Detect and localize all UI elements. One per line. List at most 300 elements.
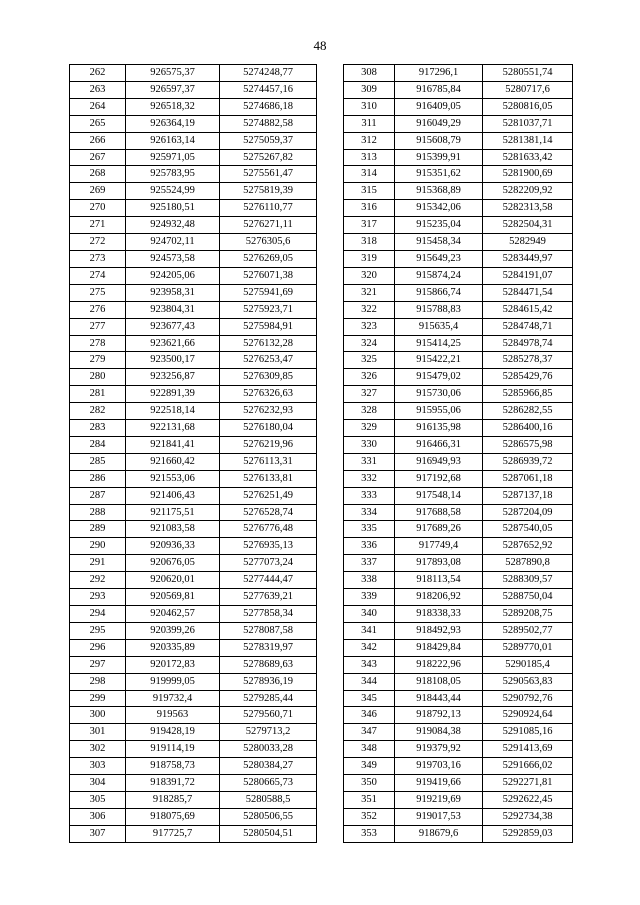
- point-number-cell: 273: [70, 250, 126, 267]
- y-coordinate-cell: 5276776,48: [220, 521, 317, 538]
- point-number-cell: 353: [344, 825, 395, 842]
- x-coordinate-cell: 916785,84: [395, 81, 483, 98]
- table-row: [70, 166, 317, 183]
- y-coordinate-cell: 5285966,85: [483, 386, 573, 403]
- table-row: [344, 707, 573, 724]
- point-number-cell: 303: [70, 758, 126, 775]
- x-coordinate-cell: 915788,83: [395, 301, 483, 318]
- table-row: [70, 352, 317, 369]
- y-coordinate-cell: 5284978,74: [483, 335, 573, 352]
- point-number-cell: 340: [344, 606, 395, 623]
- point-number-cell: 290: [70, 538, 126, 555]
- x-coordinate-cell: 915874,24: [395, 267, 483, 284]
- y-coordinate-cell: 5276132,28: [220, 335, 317, 352]
- point-number-cell: 331: [344, 453, 395, 470]
- y-coordinate-cell: 5276309,85: [220, 369, 317, 386]
- table-row: [70, 589, 317, 606]
- y-coordinate-cell: 5286400,16: [483, 420, 573, 437]
- x-coordinate-cell: 924205,06: [126, 267, 220, 284]
- point-number-cell: 269: [70, 183, 126, 200]
- table-row: [70, 791, 317, 808]
- x-coordinate-cell: 918222,96: [395, 656, 483, 673]
- y-coordinate-cell: 5287652,92: [483, 538, 573, 555]
- table-row: [70, 825, 317, 842]
- y-coordinate-cell: 5287061,18: [483, 470, 573, 487]
- point-number-cell: 312: [344, 132, 395, 149]
- x-coordinate-cell: 921553,06: [126, 470, 220, 487]
- x-coordinate-cell: 917688,58: [395, 504, 483, 521]
- y-coordinate-cell: 5280816,05: [483, 98, 573, 115]
- point-number-cell: 314: [344, 166, 395, 183]
- y-coordinate-cell: 5292859,03: [483, 825, 573, 842]
- table-row: [344, 504, 573, 521]
- table-row: [70, 284, 317, 301]
- y-coordinate-cell: 5276305,6: [220, 234, 317, 251]
- x-coordinate-cell: 915635,4: [395, 318, 483, 335]
- y-coordinate-cell: 5275059,37: [220, 132, 317, 149]
- x-coordinate-cell: 923677,43: [126, 318, 220, 335]
- y-coordinate-cell: 5275819,39: [220, 183, 317, 200]
- table-row: [344, 622, 573, 639]
- x-coordinate-cell: 924573,58: [126, 250, 220, 267]
- y-coordinate-cell: 5278319,97: [220, 639, 317, 656]
- point-number-cell: 338: [344, 572, 395, 589]
- table-row: [70, 808, 317, 825]
- point-number-cell: 351: [344, 791, 395, 808]
- y-coordinate-cell: 5287204,09: [483, 504, 573, 521]
- table-row: [344, 369, 573, 386]
- x-coordinate-cell: 918391,72: [126, 775, 220, 792]
- x-coordinate-cell: 926518,32: [126, 98, 220, 115]
- point-number-cell: 280: [70, 369, 126, 386]
- table-row: [70, 521, 317, 538]
- point-number-cell: 271: [70, 217, 126, 234]
- x-coordinate-cell: 917548,14: [395, 487, 483, 504]
- y-coordinate-cell: 5280551,74: [483, 65, 573, 82]
- x-coordinate-cell: 917893,08: [395, 555, 483, 572]
- x-coordinate-cell: 918443,44: [395, 690, 483, 707]
- x-coordinate-cell: 919084,38: [395, 724, 483, 741]
- x-coordinate-cell: 926163,14: [126, 132, 220, 149]
- point-number-cell: 346: [344, 707, 395, 724]
- y-coordinate-cell: 5276253,47: [220, 352, 317, 369]
- table-row: [70, 369, 317, 386]
- y-coordinate-cell: 5276326,63: [220, 386, 317, 403]
- table-row: [70, 234, 317, 251]
- point-number-cell: 348: [344, 741, 395, 758]
- x-coordinate-cell: 917749,4: [395, 538, 483, 555]
- point-number-cell: 323: [344, 318, 395, 335]
- x-coordinate-cell: 920399,26: [126, 622, 220, 639]
- x-coordinate-cell: 918206,92: [395, 589, 483, 606]
- point-number-cell: 266: [70, 132, 126, 149]
- point-number-cell: 304: [70, 775, 126, 792]
- x-coordinate-cell: 919419,66: [395, 775, 483, 792]
- point-number-cell: 317: [344, 217, 395, 234]
- y-coordinate-cell: 5274248,77: [220, 65, 317, 82]
- point-number-cell: 275: [70, 284, 126, 301]
- y-coordinate-cell: 5276113,31: [220, 453, 317, 470]
- x-coordinate-cell: 919114,19: [126, 741, 220, 758]
- point-number-cell: 283: [70, 420, 126, 437]
- x-coordinate-cell: 920936,33: [126, 538, 220, 555]
- table-row: [344, 403, 573, 420]
- table-row: [70, 606, 317, 623]
- x-coordinate-cell: 915866,74: [395, 284, 483, 301]
- x-coordinate-cell: 920620,01: [126, 572, 220, 589]
- x-coordinate-cell: 916049,29: [395, 115, 483, 132]
- point-number-cell: 296: [70, 639, 126, 656]
- point-number-cell: 320: [344, 267, 395, 284]
- table-row: [344, 284, 573, 301]
- table-row: [70, 673, 317, 690]
- table-row: [344, 217, 573, 234]
- point-number-cell: 316: [344, 200, 395, 217]
- point-number-cell: 343: [344, 656, 395, 673]
- x-coordinate-cell: 915414,25: [395, 335, 483, 352]
- x-coordinate-cell: 919379,92: [395, 741, 483, 758]
- x-coordinate-cell: 926597,37: [126, 81, 220, 98]
- point-number-cell: 274: [70, 267, 126, 284]
- y-coordinate-cell: 5280504,51: [220, 825, 317, 842]
- y-coordinate-cell: 5275984,91: [220, 318, 317, 335]
- point-number-cell: 262: [70, 65, 126, 82]
- x-coordinate-cell: 915399,91: [395, 149, 483, 166]
- point-number-cell: 321: [344, 284, 395, 301]
- table-row: [344, 470, 573, 487]
- point-number-cell: 315: [344, 183, 395, 200]
- point-number-cell: 291: [70, 555, 126, 572]
- x-coordinate-cell: 925180,51: [126, 200, 220, 217]
- y-coordinate-cell: 5281633,42: [483, 149, 573, 166]
- x-coordinate-cell: 917192,68: [395, 470, 483, 487]
- point-number-cell: 329: [344, 420, 395, 437]
- table-row: [344, 741, 573, 758]
- x-coordinate-cell: 915342,06: [395, 200, 483, 217]
- table-row: [70, 200, 317, 217]
- x-coordinate-cell: 915351,62: [395, 166, 483, 183]
- y-coordinate-cell: 5276110,77: [220, 200, 317, 217]
- point-number-cell: 324: [344, 335, 395, 352]
- table-row: [344, 386, 573, 403]
- table-row: [344, 775, 573, 792]
- x-coordinate-cell: 919428,19: [126, 724, 220, 741]
- table-row: [70, 301, 317, 318]
- point-number-cell: 307: [70, 825, 126, 842]
- table-row: [344, 335, 573, 352]
- table-row: [344, 149, 573, 166]
- point-number-cell: 305: [70, 791, 126, 808]
- y-coordinate-cell: 5287137,18: [483, 487, 573, 504]
- y-coordinate-cell: 5286282,55: [483, 403, 573, 420]
- y-coordinate-cell: 5276071,38: [220, 267, 317, 284]
- point-number-cell: 295: [70, 622, 126, 639]
- x-coordinate-cell: 921841,41: [126, 436, 220, 453]
- y-coordinate-cell: 5286939,72: [483, 453, 573, 470]
- point-number-cell: 345: [344, 690, 395, 707]
- table-row: [70, 504, 317, 521]
- y-coordinate-cell: 5290924,64: [483, 707, 573, 724]
- y-coordinate-cell: 5282209,92: [483, 183, 573, 200]
- coordinates-table-right: [343, 64, 573, 843]
- x-coordinate-cell: 915479,02: [395, 369, 483, 386]
- point-number-cell: 277: [70, 318, 126, 335]
- y-coordinate-cell: 5289208,75: [483, 606, 573, 623]
- table-row: [344, 250, 573, 267]
- x-coordinate-cell: 915955,06: [395, 403, 483, 420]
- y-coordinate-cell: 5281900,69: [483, 166, 573, 183]
- point-number-cell: 333: [344, 487, 395, 504]
- point-number-cell: 263: [70, 81, 126, 98]
- point-number-cell: 347: [344, 724, 395, 741]
- table-row: [344, 234, 573, 251]
- table-row: [70, 622, 317, 639]
- y-coordinate-cell: 5282313,58: [483, 200, 573, 217]
- point-number-cell: 326: [344, 369, 395, 386]
- x-coordinate-cell: 923256,87: [126, 369, 220, 386]
- point-number-cell: 306: [70, 808, 126, 825]
- y-coordinate-cell: 5281381,14: [483, 132, 573, 149]
- point-number-cell: 297: [70, 656, 126, 673]
- point-number-cell: 293: [70, 589, 126, 606]
- y-coordinate-cell: 5282504,31: [483, 217, 573, 234]
- y-coordinate-cell: 5280033,28: [220, 741, 317, 758]
- y-coordinate-cell: 5280665,73: [220, 775, 317, 792]
- table-row: [70, 98, 317, 115]
- point-number-cell: 288: [70, 504, 126, 521]
- point-number-cell: 336: [344, 538, 395, 555]
- table-row: [344, 183, 573, 200]
- point-number-cell: 352: [344, 808, 395, 825]
- table-row: [344, 656, 573, 673]
- table-row: [344, 200, 573, 217]
- x-coordinate-cell: 918113,54: [395, 572, 483, 589]
- table-row: [70, 487, 317, 504]
- point-number-cell: 308: [344, 65, 395, 82]
- x-coordinate-cell: 924932,48: [126, 217, 220, 234]
- point-number-cell: 300: [70, 707, 126, 724]
- table-row: [70, 572, 317, 589]
- point-number-cell: 319: [344, 250, 395, 267]
- table-row: [344, 724, 573, 741]
- table-row: [70, 724, 317, 741]
- x-coordinate-cell: 925783,95: [126, 166, 220, 183]
- y-coordinate-cell: 5278087,58: [220, 622, 317, 639]
- x-coordinate-cell: 918108,05: [395, 673, 483, 690]
- y-coordinate-cell: 5289502,77: [483, 622, 573, 639]
- y-coordinate-cell: 5276269,05: [220, 250, 317, 267]
- table-row: [344, 487, 573, 504]
- point-number-cell: 328: [344, 403, 395, 420]
- point-number-cell: 299: [70, 690, 126, 707]
- table-row: [70, 775, 317, 792]
- x-coordinate-cell: 926364,19: [126, 115, 220, 132]
- y-coordinate-cell: 5286575,98: [483, 436, 573, 453]
- point-number-cell: 265: [70, 115, 126, 132]
- table-row: [70, 555, 317, 572]
- y-coordinate-cell: 5277444,47: [220, 572, 317, 589]
- table-row: [344, 132, 573, 149]
- table-row: [70, 149, 317, 166]
- point-number-cell: 294: [70, 606, 126, 623]
- x-coordinate-cell: 915730,06: [395, 386, 483, 403]
- x-coordinate-cell: 922518,14: [126, 403, 220, 420]
- x-coordinate-cell: 915422,21: [395, 352, 483, 369]
- point-number-cell: 334: [344, 504, 395, 521]
- point-number-cell: 285: [70, 453, 126, 470]
- table-row: [344, 808, 573, 825]
- y-coordinate-cell: 5284191,07: [483, 267, 573, 284]
- y-coordinate-cell: 5292734,38: [483, 808, 573, 825]
- x-coordinate-cell: 915368,89: [395, 183, 483, 200]
- x-coordinate-cell: 921175,51: [126, 504, 220, 521]
- point-number-cell: 309: [344, 81, 395, 98]
- table-row: [70, 183, 317, 200]
- table-row: [344, 673, 573, 690]
- table-row: [70, 436, 317, 453]
- x-coordinate-cell: 918792,13: [395, 707, 483, 724]
- y-coordinate-cell: 5277858,34: [220, 606, 317, 623]
- table-row: [344, 538, 573, 555]
- point-number-cell: 313: [344, 149, 395, 166]
- y-coordinate-cell: 5276219,96: [220, 436, 317, 453]
- y-coordinate-cell: 5274457,16: [220, 81, 317, 98]
- y-coordinate-cell: 5284748,71: [483, 318, 573, 335]
- table-row: [70, 81, 317, 98]
- x-coordinate-cell: 920335,89: [126, 639, 220, 656]
- point-number-cell: 292: [70, 572, 126, 589]
- y-coordinate-cell: 5291085,16: [483, 724, 573, 741]
- point-number-cell: 279: [70, 352, 126, 369]
- table-row: [344, 639, 573, 656]
- coordinates-table-left: [69, 64, 317, 843]
- table-row: [344, 301, 573, 318]
- x-coordinate-cell: 918492,93: [395, 622, 483, 639]
- y-coordinate-cell: 5279713,2: [220, 724, 317, 741]
- table-row: [70, 318, 317, 335]
- point-number-cell: 327: [344, 386, 395, 403]
- point-number-cell: 270: [70, 200, 126, 217]
- x-coordinate-cell: 921083,58: [126, 521, 220, 538]
- table-row: [70, 267, 317, 284]
- y-coordinate-cell: 5280588,5: [220, 791, 317, 808]
- x-coordinate-cell: 919017,53: [395, 808, 483, 825]
- y-coordinate-cell: 5284615,42: [483, 301, 573, 318]
- point-number-cell: 337: [344, 555, 395, 572]
- x-coordinate-cell: 918075,69: [126, 808, 220, 825]
- point-number-cell: 302: [70, 741, 126, 758]
- x-coordinate-cell: 916135,98: [395, 420, 483, 437]
- table-row: [344, 791, 573, 808]
- x-coordinate-cell: 915649,23: [395, 250, 483, 267]
- table-row: [70, 115, 317, 132]
- y-coordinate-cell: 5274882,58: [220, 115, 317, 132]
- table-row: [344, 453, 573, 470]
- table-row: [344, 420, 573, 437]
- x-coordinate-cell: 916949,93: [395, 453, 483, 470]
- x-coordinate-cell: 921406,43: [126, 487, 220, 504]
- table-row: [70, 403, 317, 420]
- y-coordinate-cell: 5284471,54: [483, 284, 573, 301]
- x-coordinate-cell: 919219,69: [395, 791, 483, 808]
- x-coordinate-cell: 918758,73: [126, 758, 220, 775]
- y-coordinate-cell: 5290792,76: [483, 690, 573, 707]
- x-coordinate-cell: 923958,31: [126, 284, 220, 301]
- x-coordinate-cell: 922891,39: [126, 386, 220, 403]
- table-row: [344, 65, 573, 82]
- x-coordinate-cell: 921660,42: [126, 453, 220, 470]
- y-coordinate-cell: 5275561,47: [220, 166, 317, 183]
- point-number-cell: 342: [344, 639, 395, 656]
- table-row: [70, 335, 317, 352]
- y-coordinate-cell: 5280506,55: [220, 808, 317, 825]
- page-number: 48: [313, 38, 327, 53]
- point-number-cell: 287: [70, 487, 126, 504]
- table-row: [70, 470, 317, 487]
- table-row: [70, 217, 317, 234]
- table-row: [344, 81, 573, 98]
- table-row: [344, 115, 573, 132]
- point-number-cell: 344: [344, 673, 395, 690]
- table-row: [70, 386, 317, 403]
- table-row: [70, 690, 317, 707]
- y-coordinate-cell: 5276935,13: [220, 538, 317, 555]
- point-number-cell: 318: [344, 234, 395, 251]
- table-row: [344, 589, 573, 606]
- table-row: [344, 572, 573, 589]
- table-row: [70, 132, 317, 149]
- y-coordinate-cell: 5291413,69: [483, 741, 573, 758]
- point-number-cell: 282: [70, 403, 126, 420]
- point-number-cell: 330: [344, 436, 395, 453]
- table-row: [344, 521, 573, 538]
- x-coordinate-cell: 920676,05: [126, 555, 220, 572]
- x-coordinate-cell: 917689,26: [395, 521, 483, 538]
- x-coordinate-cell: 924702,11: [126, 234, 220, 251]
- point-number-cell: 278: [70, 335, 126, 352]
- point-number-cell: 281: [70, 386, 126, 403]
- point-number-cell: 276: [70, 301, 126, 318]
- point-number-cell: 298: [70, 673, 126, 690]
- y-coordinate-cell: 5275267,82: [220, 149, 317, 166]
- table-row: [344, 606, 573, 623]
- table-row: [70, 707, 317, 724]
- table-row: [344, 267, 573, 284]
- point-number-cell: 335: [344, 521, 395, 538]
- x-coordinate-cell: 920462,57: [126, 606, 220, 623]
- table-row: [70, 741, 317, 758]
- y-coordinate-cell: 5292622,45: [483, 791, 573, 808]
- y-coordinate-cell: 5280384,27: [220, 758, 317, 775]
- point-number-cell: 332: [344, 470, 395, 487]
- point-number-cell: 272: [70, 234, 126, 251]
- y-coordinate-cell: 5283449,97: [483, 250, 573, 267]
- x-coordinate-cell: 918679,6: [395, 825, 483, 842]
- y-coordinate-cell: 5276180,04: [220, 420, 317, 437]
- table-row: [70, 538, 317, 555]
- table-row: [344, 436, 573, 453]
- table-row: [70, 758, 317, 775]
- table-row: [344, 825, 573, 842]
- y-coordinate-cell: 5281037,71: [483, 115, 573, 132]
- y-coordinate-cell: 5276271,11: [220, 217, 317, 234]
- point-number-cell: 322: [344, 301, 395, 318]
- x-coordinate-cell: 923621,66: [126, 335, 220, 352]
- point-number-cell: 341: [344, 622, 395, 639]
- point-number-cell: 311: [344, 115, 395, 132]
- table-row: [70, 250, 317, 267]
- table-row: [344, 690, 573, 707]
